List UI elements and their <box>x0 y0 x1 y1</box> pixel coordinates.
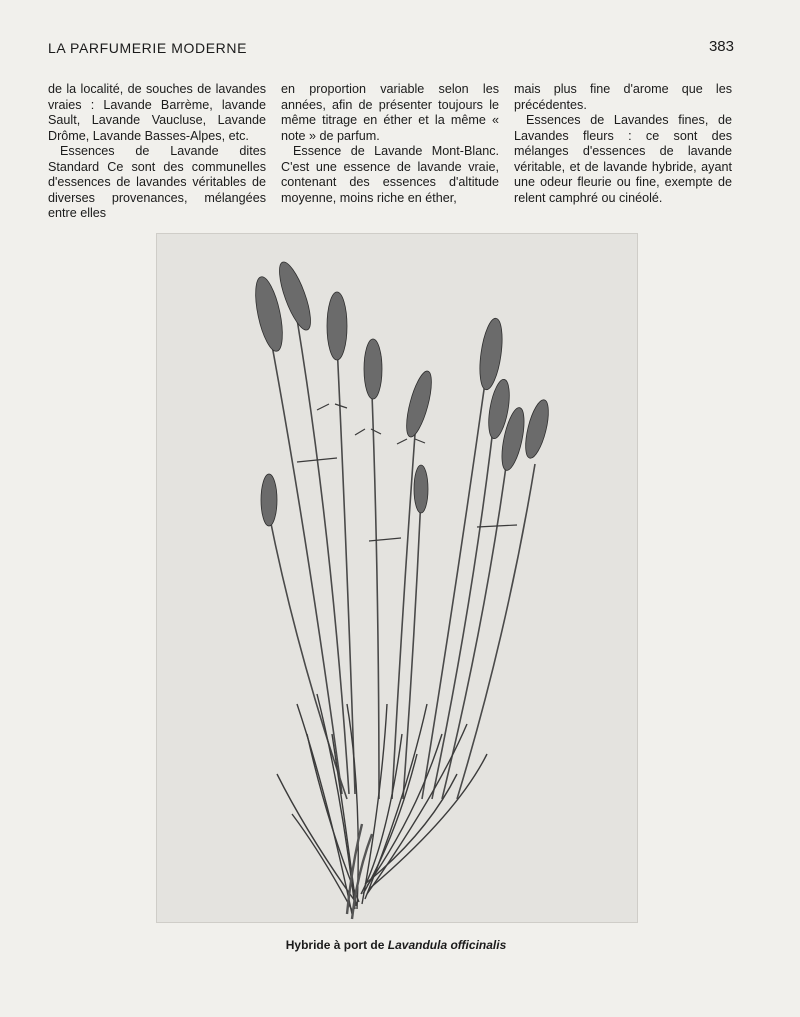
page-header <box>48 38 734 60</box>
text-column-2 <box>281 82 499 206</box>
caption-text: Hybride à port de <box>285 938 388 952</box>
paragraph: Essence de Lavande Mont-Blanc. C'est une essence de lavande vraie, contenant des essences d'altitude moyenne, moins riche en éther, <box>281 144 499 205</box>
paragraph: mais plus fine d'arome que les précédentes. <box>514 82 732 112</box>
paragraph: Essences de Lavandes fines, de Lavandes fleurs : ce sont des mélanges d'essences de lavande véritable, et de lavande hybride, ayant une odeur fleurie ou fine, exempte de relent camphré ou cinéolé. <box>514 113 732 205</box>
text-column-1 <box>48 82 266 222</box>
paragraph: Essences de Lavande dites Standard Ce sont des communelles d'essences de lavandes véritables de diverses provenances, mélangées entre elles <box>48 144 266 220</box>
lavender-photograph <box>156 233 638 923</box>
figure-caption <box>156 938 636 952</box>
caption-species: Lavandula officinalis <box>387 938 507 952</box>
text-column-3 <box>514 82 732 206</box>
paragraph: en proportion variable selon les années, afin de présenter toujours le même titrage en éther et la même « note » de parfum. <box>281 82 499 143</box>
paragraph: de la localité, de souches de lavandes vraies : Lavande Barrème, lavande Sault, Lavande Vaucluse, Lavande Drôme, Lavande Basses-Alpes, etc. <box>48 82 266 143</box>
basal-leaves <box>277 694 487 914</box>
running-head: LA PARFUMERIE MODERNE <box>48 40 248 56</box>
lavender-plant-illustration <box>157 234 637 922</box>
page-number: 383 <box>708 38 734 55</box>
